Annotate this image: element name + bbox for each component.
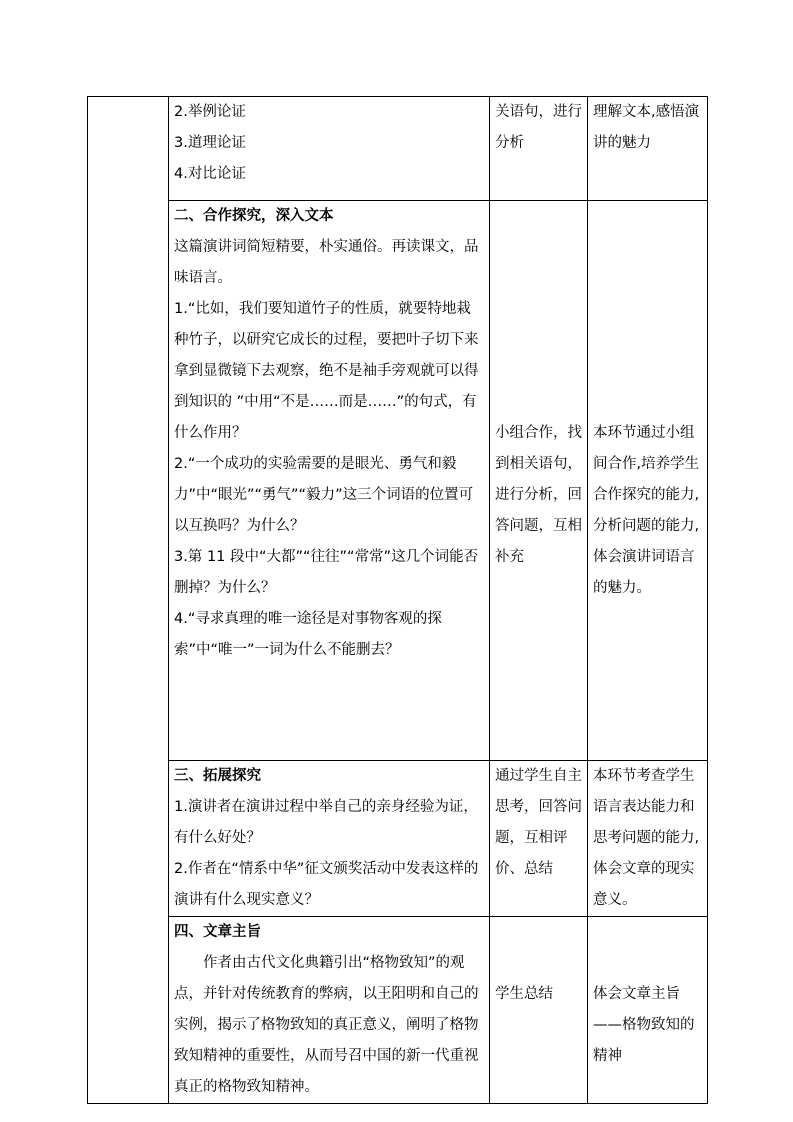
- question-item: 1.演讲者在演讲过程中举自己的亲身经验为证，有什么好处？: [174, 799, 478, 846]
- question-item: 4.“寻求真理的唯一途径是对事物客观的探索”中“唯一”一词为什么不能删去？: [174, 611, 442, 658]
- purpose-cell: [588, 201, 708, 761]
- lesson-plan-table: [87, 96, 708, 1104]
- content-cell: [169, 917, 490, 1104]
- activity-cell: [490, 201, 588, 761]
- summary-paragraph: 作者由古代文化典籍引出“格物致知”的观点，并针对传统教育的弊病，以王阳明和自己的实例，揭示了格物致知的真正意义，阐明了格物致知精神的重要性，从而号召中国的新一代重视真正的格物致知精神。: [174, 955, 479, 1095]
- list-item: 2.举例论证: [174, 104, 246, 120]
- list-item: 3.道理论证: [174, 135, 246, 151]
- section-heading: 二、合作探究，深入文本: [174, 208, 334, 224]
- purpose-cell: [588, 917, 708, 1104]
- content-cell: [169, 97, 490, 201]
- activity-text: 学生总结: [495, 986, 553, 1002]
- purpose-cell: [588, 761, 708, 917]
- table-row: [88, 761, 708, 917]
- purpose-cell: [588, 97, 708, 201]
- list-item: 4.对比论证: [174, 166, 246, 182]
- purpose-text: 本环节考查学生语言表达能力和思考问题的能力,体会文章的现实意义。: [593, 768, 700, 908]
- table-row: [88, 917, 708, 1104]
- section-heading: 四、文章主旨: [174, 924, 261, 940]
- activity-cell: [490, 97, 588, 201]
- purpose-text: 本环节通过小组间合作,培养学生合作探究的能力,分析问题的能力,体会演讲词语言的魅力。: [593, 425, 700, 596]
- activity-cell: [490, 917, 588, 1104]
- purpose-text: 体会文章主旨——格物致知的精神: [593, 986, 695, 1064]
- question-item: 2.“一个成功的实验需要的是眼光、勇气和毅力”中“眼光”“勇气”“毅力”这三个词语的位置可以互换吗？为什么？: [174, 456, 474, 534]
- content-cell: [169, 201, 490, 761]
- question-item: 3.第 11 段中“大都”“往往”“常常”这几个词能否删掉？为什么？: [174, 549, 479, 596]
- purpose-text: 理解文本,感悟演讲的魅力: [593, 104, 700, 151]
- stage-cell: [88, 97, 169, 1104]
- activity-text: 通过学生自主思考，回答问题，互相评价、总结: [495, 768, 582, 877]
- question-item: 2.作者在“情系中华”征文颁奖活动中发表这样的演讲有什么现实意义？: [174, 861, 479, 908]
- table-row: [88, 97, 708, 201]
- content-cell: [169, 761, 490, 917]
- section-heading: 三、拓展探究: [174, 768, 261, 784]
- table-row: [88, 201, 708, 761]
- activity-cell: [490, 761, 588, 917]
- section-intro: 这篇演讲词简短精要，朴实通俗。再读课文，品味语言。: [174, 239, 479, 286]
- question-item: 1.“比如，我们要知道竹子的性质，就要特地栽种竹子，以研究它成长的过程，要把叶子切下来拿到显微镜下去观察，绝不是袖手旁观就可以得到知识的 ”中用“不是……而是……”的句式，有什么作用？: [174, 301, 479, 441]
- activity-text: 小组合作，找到相关语句，进行分析，回答问题，互相补充: [495, 425, 582, 565]
- activity-text: 关语句，进行分析: [495, 104, 582, 151]
